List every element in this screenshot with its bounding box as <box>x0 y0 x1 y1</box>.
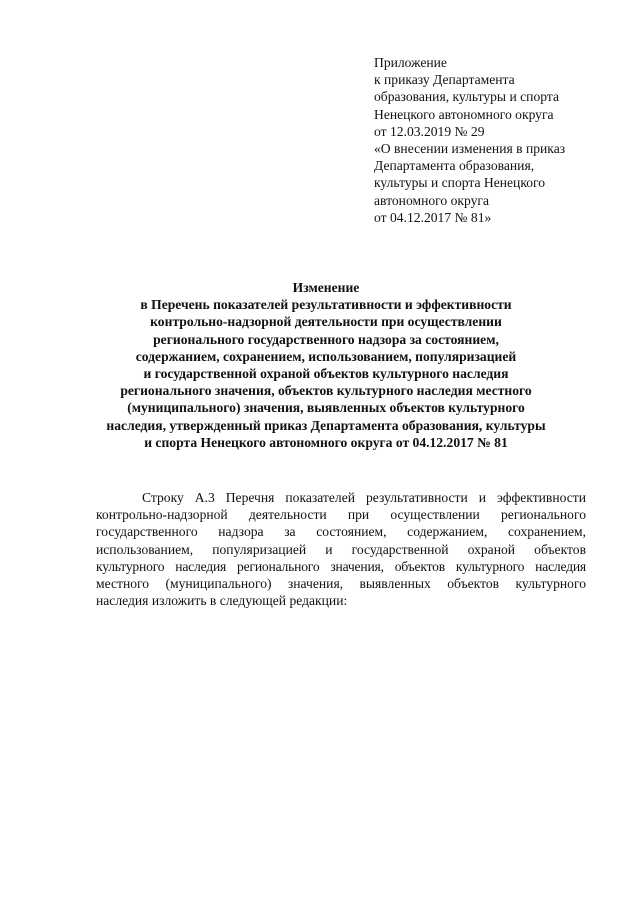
appendix-line: от 04.12.2017 № 81» <box>374 209 492 225</box>
appendix-line: Департамента образования, <box>374 158 535 174</box>
appendix-line: автономного округа <box>374 192 490 208</box>
title-line: в Перечень показателей результативности и эффективности <box>140 297 512 313</box>
body-line: наследия изложить в следующей редакции: <box>96 593 348 609</box>
title-line: содержанием, сохранением, использованием, популяризацией <box>135 348 517 364</box>
appendix-line: к приказу Департамента <box>374 72 515 88</box>
body-line: местного (муниципального) значения, выявленных объектов культурного <box>96 576 586 592</box>
body-line: Строку А.3 Перечня показателей результативности и эффективности <box>142 490 586 505</box>
document-title <box>96 279 556 451</box>
title-line: (муниципального) значения, выявленных объектов культурного <box>127 400 525 416</box>
appendix-line: образования, культуры и спорта <box>374 89 560 105</box>
title-line: и спорта Ненецкого автономного округа от 04.12.2017 № 81 <box>144 434 508 450</box>
title-line: контрольно-надзорной деятельности при осуществлении <box>150 314 502 330</box>
title-line: регионального значения, объектов культурного наследия местного <box>120 383 532 399</box>
title-line: регионального государственного надзора за состоянием, <box>153 331 499 347</box>
body-line: использованием, популяризацией и государственной охраной объектов <box>96 541 586 557</box>
appendix-line: Приложение <box>374 55 447 70</box>
body-line: государственного надзора за состоянием, содержанием, сохранением, <box>96 524 586 540</box>
appendix-line: «О внесении изменения в приказ <box>374 141 566 157</box>
body-line: контрольно-надзорной деятельности при осуществлении регионального <box>96 507 586 523</box>
title-line: Изменение <box>292 280 360 295</box>
appendix-line: Ненецкого автономного округа <box>374 106 554 122</box>
appendix-block <box>374 54 624 226</box>
body-paragraph <box>96 489 586 609</box>
title-line: наследия, утвержденный приказ Департамента образования, культуры <box>106 417 546 433</box>
body-line: культурного наследия регионального значения, объектов культурного наследия <box>96 558 586 574</box>
title-line: и государственной охраной объектов культурного наследия <box>143 366 509 382</box>
appendix-line: от 12.03.2019 № 29 <box>374 123 485 139</box>
appendix-line: культуры и спорта Ненецкого <box>374 175 546 191</box>
